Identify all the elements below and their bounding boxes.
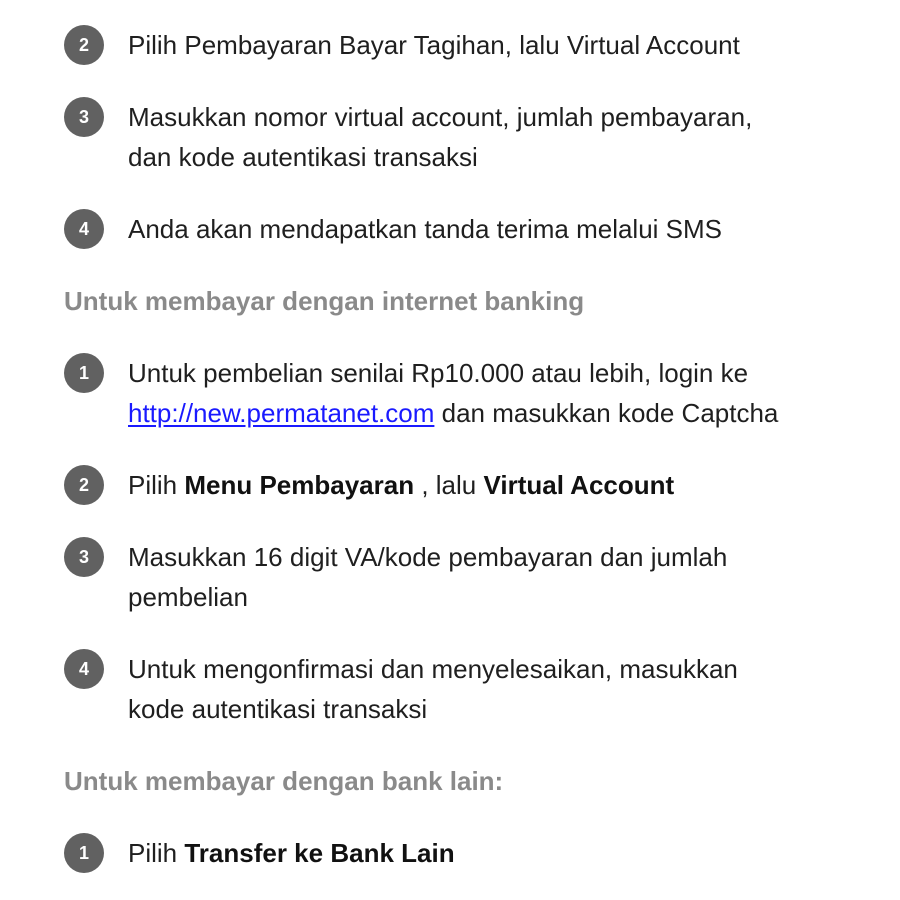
step-number-badge: 2 <box>64 465 104 505</box>
step-number-badge: 4 <box>64 209 104 249</box>
step-text <box>128 649 868 729</box>
step-text: Pilih Pembayaran Bayar Tagihan, lalu Virtual Account <box>128 30 740 60</box>
step-text-line-2: kode autentikasi transaksi <box>128 694 428 724</box>
step-number-badge: 4 <box>64 649 104 689</box>
transfer-ke-bank-lain-label: Transfer ke Bank Lain <box>184 838 455 868</box>
step-text <box>128 353 868 433</box>
step-number-badge: 1 <box>64 833 104 873</box>
step-number-badge: 3 <box>64 97 104 137</box>
step-text: Anda akan mendapatkan tanda terima melalui SMS <box>128 214 723 244</box>
step-number-badge: 1 <box>64 353 104 393</box>
section-heading-other-bank: Untuk membayar dengan bank lain: <box>64 766 504 796</box>
step-text-line-1: Untuk mengonfirmasi dan menyelesaikan, masukkan <box>128 654 738 684</box>
step-text-line-2: pembelian <box>128 582 248 612</box>
step-text <box>128 465 868 505</box>
permatanet-link[interactable]: http://new.permatanet.com <box>128 398 435 428</box>
step-text-line-1: Masukkan 16 digit VA/kode pembayaran dan jumlah <box>128 542 728 572</box>
step-number-badge: 3 <box>64 537 104 577</box>
step-text <box>128 833 868 873</box>
step-text-line-1: Untuk pembelian senilai Rp10.000 atau lebih, login ke <box>128 358 749 388</box>
virtual-account-label: Virtual Account <box>483 470 675 500</box>
step-text-prefix: Pilih <box>128 838 185 868</box>
menu-pembayaran-label: Menu Pembayaran <box>184 470 415 500</box>
step-text <box>128 97 868 177</box>
step-text <box>128 537 868 617</box>
step-text-prefix: Pilih <box>128 470 185 500</box>
step-text-line-2-rest: dan masukkan kode Captcha <box>434 398 779 428</box>
step-text-line-2: dan kode autentikasi transaksi <box>128 142 478 172</box>
step-text-line-1: Masukkan nomor virtual account, jumlah pembayaran, <box>128 102 753 132</box>
step-number-badge: 2 <box>64 25 104 65</box>
section-heading-internet-banking: Untuk membayar dengan internet banking <box>64 286 585 316</box>
step-text-middle: , lalu <box>414 470 484 500</box>
